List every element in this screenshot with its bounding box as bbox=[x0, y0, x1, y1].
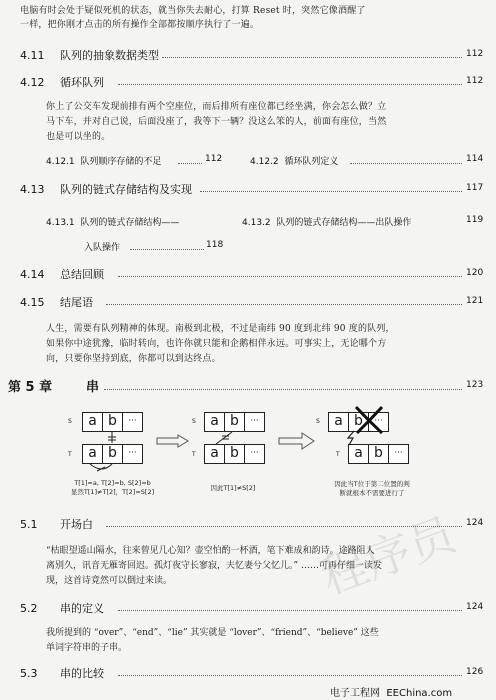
toc-entry-4-13[interactable] bbox=[20, 181, 192, 197]
toc-entry-4-11[interactable] bbox=[20, 47, 159, 63]
section-title: 队列的链式存储结构及实现 bbox=[60, 183, 192, 196]
page-number: 124 bbox=[466, 518, 484, 528]
section-number: 4.13.2 bbox=[242, 218, 271, 228]
section-number: 4.13.1 bbox=[46, 218, 75, 228]
section-title: 队列的链式存储结构—— bbox=[80, 218, 180, 228]
page-number: 112 bbox=[466, 49, 484, 59]
page-number: 112 bbox=[205, 154, 223, 164]
leader-dots bbox=[118, 610, 462, 611]
toc-entry-4-14[interactable] bbox=[20, 266, 104, 282]
section-number: 4.13 bbox=[20, 183, 45, 196]
s-cell-a: a bbox=[82, 412, 103, 432]
lightning-icon bbox=[344, 430, 360, 446]
section-title: 串的比较 bbox=[60, 667, 104, 680]
t-cell-b: b bbox=[224, 444, 245, 464]
p415-line-1: 人生，需要有队列精神的体现。南极到北极，不过是南纬 90 度到北纬 90 度的队列， bbox=[46, 324, 395, 334]
t-cell-a: a bbox=[82, 444, 103, 464]
s-cell-more: ··· bbox=[244, 412, 265, 432]
section-number: 4.12 bbox=[20, 76, 45, 89]
section-title: 队列顺序存储的不足 bbox=[80, 157, 162, 167]
section-title: 队列的抽象数据类型 bbox=[60, 49, 159, 62]
section-number: 4.11 bbox=[20, 49, 45, 62]
leader-dots bbox=[106, 304, 462, 305]
section-title: 开场白 bbox=[60, 518, 93, 531]
t-label: T bbox=[68, 451, 72, 458]
p52-line-1: 我所提到的 “over”、“end”、“lie” 其实就是 “lover”、“friend”、“believe” 这些 bbox=[46, 628, 379, 638]
chapter-number: 第 5 章 bbox=[8, 380, 53, 395]
toc-entry-5-3[interactable] bbox=[20, 665, 104, 681]
toc-entry-4-12-2[interactable] bbox=[250, 154, 338, 167]
leader-dots bbox=[118, 84, 462, 85]
page-number: 123 bbox=[466, 380, 484, 390]
s-label: S bbox=[316, 418, 320, 425]
t-cell-more: ··· bbox=[244, 444, 265, 464]
s-cell-b: b bbox=[102, 412, 123, 432]
leader-dots bbox=[350, 163, 462, 164]
toc-entry-4-13-1-cont: 入队操作 bbox=[84, 243, 121, 253]
page-number: 112 bbox=[466, 76, 484, 86]
page-number: 126 bbox=[466, 667, 484, 677]
leader-dots bbox=[162, 57, 462, 58]
section-number: 4.14 bbox=[20, 268, 45, 281]
not-equal-icon bbox=[210, 430, 240, 446]
compare-marks-icon bbox=[80, 430, 144, 476]
section-title: 循环队列定义 bbox=[284, 157, 339, 167]
caption-1-line-2: 显然T[1]≠T[2]，T[2]=S[2] bbox=[70, 488, 155, 496]
page-number: 120 bbox=[466, 268, 484, 278]
p51-line-2: 离别久，讯音无雁寄回迟。孤灯夜守长寥寂，夫忆妻兮父忆儿。” ……可再仔细一读发 bbox=[46, 561, 382, 571]
arrow-right-icon bbox=[156, 434, 190, 448]
p51-line-1: “枯眼望遥山隔水，往来曾见几心知？壶空怕酌一杯酒，笔下难成和韵诗。途路阻人 bbox=[46, 546, 375, 556]
intro-line-1: 电脑有时会处于疑似死机的状态，就当你失去耐心，打算 Reset 时，突然它像酒醒了 bbox=[20, 6, 366, 16]
page-number: 117 bbox=[466, 183, 484, 193]
footer-site-en: EEChina.com bbox=[386, 688, 453, 699]
toc-entry-4-15[interactable] bbox=[20, 294, 93, 310]
caption-3-line-2: 断就根本不需要进行了 bbox=[339, 489, 405, 497]
section-number: 5.1 bbox=[20, 518, 38, 531]
section-title: 循环队列 bbox=[60, 76, 104, 89]
p51-line-3: 现，这首诗竟然可以倒过来读。 bbox=[46, 576, 173, 586]
leader-dots bbox=[104, 389, 462, 390]
toc-entry-4-13-2[interactable] bbox=[242, 215, 411, 228]
t-label: T bbox=[192, 451, 196, 458]
t-cell-more: ··· bbox=[388, 444, 409, 464]
t-cell-more: ··· bbox=[122, 444, 143, 464]
t-cell-a: a bbox=[348, 444, 369, 464]
leader-dots bbox=[200, 191, 462, 192]
caption-3-line-1: 因此当T位于第二位置的判 bbox=[334, 480, 410, 488]
footer-site[interactable] bbox=[330, 684, 452, 699]
section-number: 4.15 bbox=[20, 296, 45, 309]
intro-line-2: 一样，把你刚才点击的所有操作全部都按顺序执行了一遍。 bbox=[20, 20, 260, 30]
p412-line-3: 也是可以坐的。 bbox=[46, 132, 111, 142]
leader-dots bbox=[118, 675, 462, 676]
p415-line-3: 向，只要你坚持到底，你都可以到达终点。 bbox=[46, 354, 221, 364]
section-number: 4.12.2 bbox=[250, 157, 279, 167]
leader-dots bbox=[178, 163, 202, 164]
section-title: 结尾语 bbox=[60, 296, 93, 309]
s-label: S bbox=[68, 418, 72, 425]
page-number: 114 bbox=[466, 154, 484, 164]
p415-line-2: 如果你中途犹豫，临时转向，也许你就只能和企鹅相伴永远。可事实上，无论哪个方 bbox=[46, 339, 387, 349]
s-cell-more: ··· bbox=[368, 412, 389, 432]
caption-2: 因此T[1]≠S[2] bbox=[210, 484, 256, 492]
string-match-figure bbox=[60, 404, 440, 510]
chapter-title[interactable]: 串 bbox=[86, 380, 100, 395]
p52-line-2: 单词字符串的子串。 bbox=[46, 643, 128, 653]
watermark: 程序员 bbox=[313, 506, 463, 605]
toc-entry-4-13-1[interactable] bbox=[46, 215, 179, 228]
t-cell-b: b bbox=[368, 444, 389, 464]
page-number: 119 bbox=[466, 215, 484, 225]
section-number: 4.12.1 bbox=[46, 157, 75, 167]
s-cell-a: a bbox=[204, 412, 225, 432]
page-number: 124 bbox=[466, 602, 484, 612]
s-label: S bbox=[192, 418, 196, 425]
arrow-right-icon bbox=[278, 432, 316, 450]
caption-1-line-1: T[1]=a, T[2]=b, S[2]=b bbox=[74, 479, 151, 487]
section-title: 队列的链式存储结构——出队操作 bbox=[276, 218, 412, 228]
toc-entry-4-12[interactable] bbox=[20, 74, 104, 90]
t-cell-a: a bbox=[204, 444, 225, 464]
page-number: 118 bbox=[206, 240, 224, 250]
t-cell-b: b bbox=[102, 444, 123, 464]
section-number: 5.2 bbox=[20, 602, 38, 615]
leader-dots bbox=[130, 249, 204, 250]
s-cell-a: a bbox=[328, 412, 349, 432]
leader-dots bbox=[106, 526, 462, 527]
section-title: 串的定义 bbox=[60, 602, 104, 615]
s-cell-b: b bbox=[224, 412, 245, 432]
section-title: 总结回顾 bbox=[60, 268, 104, 281]
toc-entry-5-2[interactable] bbox=[20, 600, 104, 616]
footer-site-cn: 电子工程网 bbox=[330, 688, 380, 699]
leader-dots bbox=[118, 276, 462, 277]
toc-entry-5-1[interactable] bbox=[20, 516, 93, 532]
s-cell-b: b bbox=[348, 412, 369, 432]
section-number: 5.3 bbox=[20, 667, 38, 680]
page-number: 121 bbox=[466, 296, 484, 306]
toc-entry-4-12-1[interactable] bbox=[46, 154, 161, 167]
p412-line-2: 马下车，并对自己说，后面没座了，我等下一辆？没这么笨的人，前面有座位，当然 bbox=[46, 117, 387, 127]
t-label: T bbox=[336, 451, 340, 458]
s-cell-more: ··· bbox=[122, 412, 143, 432]
p412-line-1: 你上了公交车发现前排有两个空座位，而后排所有座位都已经坐满，你会怎么做？立 bbox=[46, 102, 387, 112]
